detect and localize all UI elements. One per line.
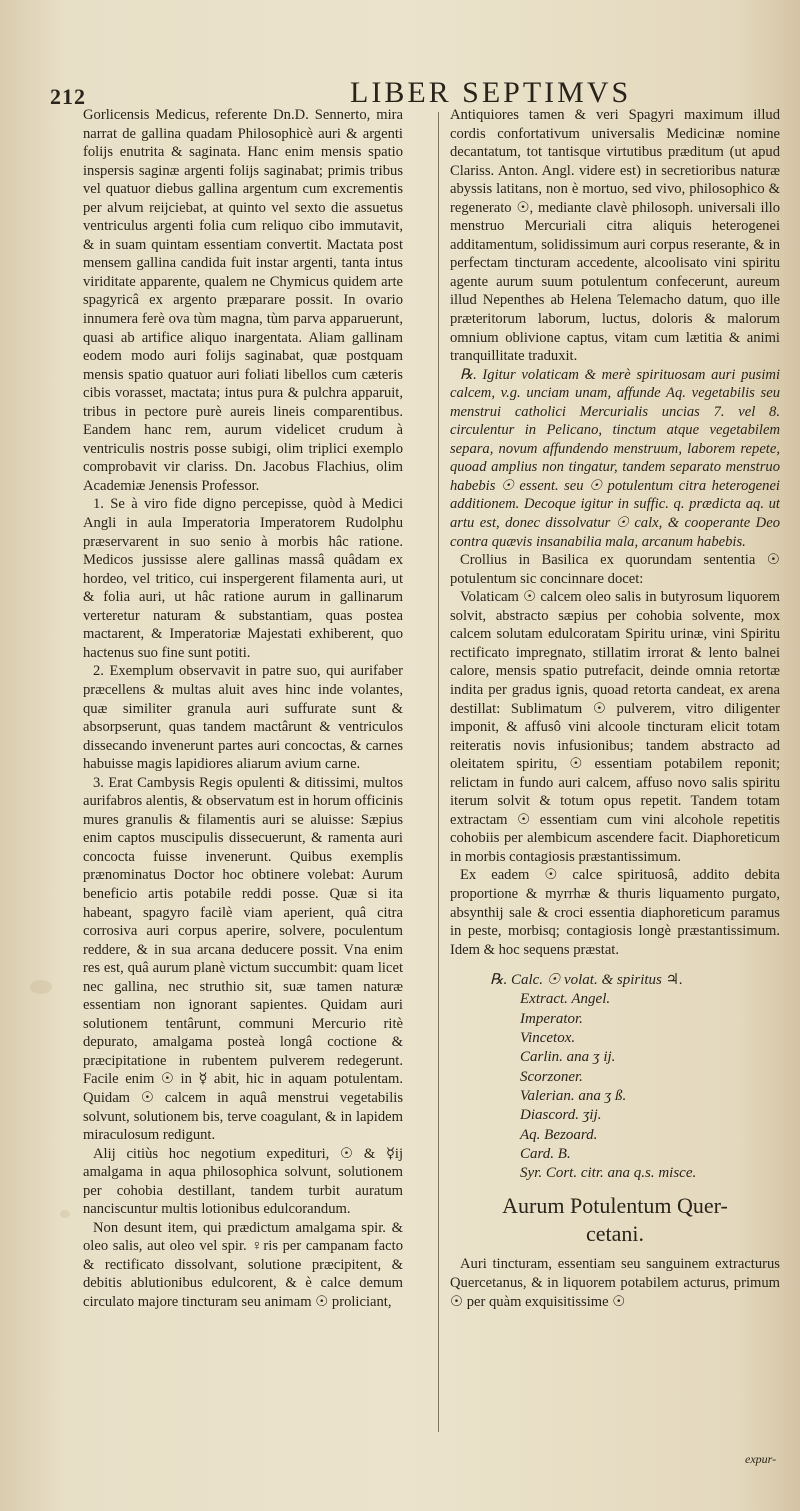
recipe-line: Diascord. ʒij. <box>520 1107 602 1124</box>
page-number: 212 <box>50 84 86 109</box>
section-title-continued: cetani. <box>585 1221 645 1247</box>
paragraph: Alij citiùs hoc negotium expedituri, ☉ & ☿ij amalgama in aqua philosophica solvunt, solutionem per cohobia destillant, tandem turbit auratum nanciscuntur multis lotionibus edulcorandum. <box>83 1145 403 1218</box>
recipe-line: Scorzoner. <box>520 1068 583 1085</box>
paragraph: 2. Exemplum observavit in patre suo, qui aurifaber præcellens & multas aluit aves hinc inde volantes, quæ similiter granula auri suffurate sunt & absorpserunt, quas tandem mactârunt & ventriculos dissecando invenerunt partes auri concoctas, & carnes habuisse magis lapidiores aliarum avium carne. <box>83 663 403 773</box>
recipe-list <box>490 971 780 1183</box>
recipe-line: Extract. Angel. <box>520 991 611 1008</box>
paragraph: Crollius in Basilica ex quorundam sententia ☉ potulentum sic concinnare docet: <box>450 552 780 587</box>
paper-stain <box>60 1210 70 1218</box>
section-title: Aurum Potulentum Quer- <box>502 1193 728 1219</box>
column-divider <box>438 112 439 1432</box>
paragraph: Ex eadem ☉ calce spirituosâ, addito debita proportione & myrrhæ & thuris liquamento purgato, absynthij sale & croci essentia diaphoreticum paramus in peste, morbisq; contagiosis longè præstantissimum. Idem & hoc sequens præstat. <box>450 867 780 958</box>
recipe-line: ℞. Calc. ☉ volat. & spiritus ♃. <box>490 972 683 989</box>
recipe-prose: ℞. Igitur volaticam & merè spirituosam auri pusimi calcem, v.g. unciam unam, affunde Aq. vegetabilis seu menstrui catholici Mercurialis uncias 7. vel 8. circulentur in Pelicano, tinctum atque vegetabilem separa, novum affundendo menstruum, laborem repete, quoad amplius non tingatur, tandem separato menstruo habebis ☉ essent. seu ☉ potulentum citra heterogenei additionem. Decoque igitur in suffic. q. prædicta aq. ut artu est, donec dissolvatur ☉ calx, & cooperante Deo contra quævis insanabilia mala, arcanum habebis. <box>450 366 780 550</box>
recipe-line: Carlin. ana ʒ ij. <box>520 1049 616 1066</box>
paragraph: Volaticam ☉ calcem oleo salis in butyrosum liquorem solvit, abstracto sæpius per cohobia solvente, mox calcem solutam edulcoratam Spiritu urinæ, vini Spiritu rectificato impregnato, stillatim irrorat & lento balnei calore, mensis spatio putrefacit, deinde omnia retortæ indita per gradus ignis, quoad retorta candeat, ex arena destillat: Sublimatum ☉ pulverem, vitro diligenter imponit, & affusô vini alcoole tincturam elicit totam reiteratis novis infusionibus; tandem abstracto ad oleitatem spiritu, ☉ essentiam potabilem reponit; relictam in fundo auri calcem, affuso novo salis spiritu iterum solvit & totum opus repetit. Tandem totam extractam ☉ essentiam cum vini alcohole repetitis cohobiis per alembicum ascendere facit. Diaphoreticum in morbis contagiosis præstantissimum. <box>450 589 780 865</box>
paragraph: Gorlicensis Medicus, referente Dn.D. Sennerto, mira narrat de gallina quadam Philosophicè auri & argenti folijs enutrita & saginata. Hanc enim mensis spatio inspersis saginæ argenti folijs saginabat; primis tribus vel quatuor diebus gallina argentum cum excrementis per alvum reijciebat, at quinto vel sexto die assuetus ventriculus argenti folia cum reliquo cibo immutavit, & in suam quintam essentiam convertit. Mactata post mensem gallina candida fuit instar argenti, tanta intus viriditate apparente, qualem ne Chymicus quidem arte spagyricâ ex argento præparare possit. In ovario innumera ferè ova tùm magna, tùm parva apparuerunt, quasi ab artifice aliquo inargentata. Aliam gallinam eodem modo auri folijs saginabat, quæ postquam mensis spatio quatuor auri foliati libellos cum cæteris cibis vorasset, mactata; intus pura & pulchra apparuit, tribus in pectore purè aureis lineis comparentibus. Eandem hanc rem, aurum videlicet crudum à ventriculis nostris posse subigi, olim triplici exemplo comprobavit vir clariss. Dn. Jacobus Flachius, olim Academiæ Jenensis Professor. <box>83 107 403 494</box>
paragraph: 3. Erat Cambysis Regis opulenti & ditissimi, multos aurifabros alentis, & observatum est in horum officinis mures granulis & filamentis auri se aluisse: Sæpius enim captos muscipulis dissecuerunt, & ramenta auri concocta fuisse invenerunt. Quibus exemplis prænominatus Doctor hoc obtinere volebat: Aurum beneficio artis potabile reddi posse. Quæ si ita habeant, spagyro facilè viam aperient, quâ citra corrosiva auri corpus aperire, solvere, poculentum reddere, & in sua arcana deducere possit. Vna enim res est, quâ aurum planè victum succumbit: quam licet nec gallina, nec struthio sit, suæ tamen naturæ essentiam non ignorant sapientes. Quidam auri solutionem tentârunt, communi Mercurio ritè depurato, amalgama posteà longâ coctione & præcipitatione in rubentem pulverem redegerunt. Facile enim ☉ in ☿ abit, hic in aquam potulentam. Quidam ☉ calcem in aquâ menstrui vegetabilis solvunt, solutionem bis, terve coagulant, & in lapidem miraculosum redigunt. <box>83 774 403 1144</box>
paragraph: Auri tincturam, essentiam seu sanguinem extracturus Quercetanus, & in liquorem potabilem acturus, primum ☉ per quàm exquisitissime ☉ <box>450 1256 780 1310</box>
recipe-line: Imperator. <box>520 1010 583 1027</box>
paragraph: 1. Se à viro fide digno percepisse, quòd à Medici Angli in aula Imperatoria Imperatorem Rudolphu præservarent in suo senio à morbis hâc ratione. Medicos jussisse alere gallinas massâ quâdam ex hordeo, vel tritico, cui inspergerent filamenta auri, ut & folia auri, ut hâc ratione aurum in gallinarum verteretur naturam & substantiam, quas postea mactarent, & Imperatoriæ Majestati exhiberent, quo hactenus suo fine sunt potiti. <box>83 496 403 661</box>
recipe-line: Aq. Bezoard. <box>520 1126 598 1143</box>
recipe-line: Syr. Cort. citr. ana q.s. misce. <box>520 1165 697 1182</box>
paper-stain <box>30 980 52 994</box>
right-column <box>450 106 780 1436</box>
paragraph: Non desunt item, qui prædictum amalgama spir. & oleo salis, aut oleo vel spir. ♀ris per campanam facto & rectificato dissolvant, solutione præcipitent, & debitis ablutionibus edulcorent, & è calce demum circulato majore tincturam seu animam ☉ proliciant, <box>83 1219 403 1310</box>
recipe-line: Card. B. <box>520 1145 571 1162</box>
running-title: LIBER SEPTIMVS <box>350 76 632 109</box>
left-column <box>83 106 403 1436</box>
paragraph: Antiquiores tamen & veri Spagyri maximum illud cordis confortativum universalis Medicinæ nomine decantatum, tot tantisque virtutibus præditum (ut apud Clariss. Anton. Angl. videre est) in secretioribus naturæ abyssis latitans, non è mortuo, sed vivo, philosophico & regenerato ☉, mediante clavè philosoph. universali illo menstruo Mercuriali citra aliquis heterogenei additamentum, solidissimum auri corpus reserante, & in perfectam tincturam accedente, alcoolisato vini spiritu agente aurum suum potulentum confecerunt, aureum illud Nepenthes ab Helena Telemacho datum, quo ille præteritorum laborum, luctus, doloris & malorum omnium oblivione captus, vitam cum lætitia & animi tranquillitate traduxit. <box>450 107 780 365</box>
page-header <box>10 74 790 108</box>
recipe-line: Vincetox. <box>520 1030 576 1047</box>
catchword: expur- <box>745 1452 777 1466</box>
recipe-line: Valerian. ana ʒ ß. <box>520 1087 627 1104</box>
